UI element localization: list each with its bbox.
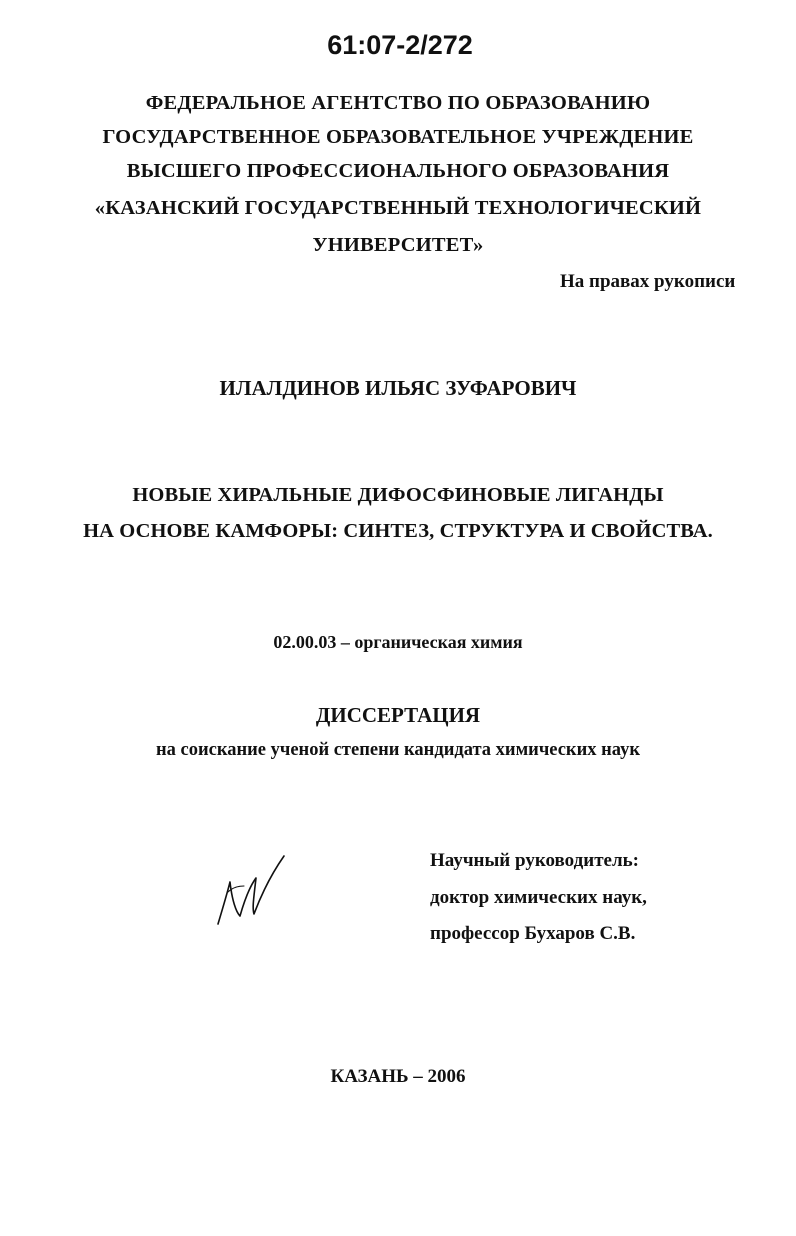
catalog-code: 61:07-2/272 xyxy=(327,30,473,60)
specialty-code: 02.00.03 – органическая химия xyxy=(273,632,523,652)
signature-icon xyxy=(210,852,290,932)
organization-line-3: ВЫСШЕГО ПРОФЕССИОНАЛЬНОГО ОБРАЗОВАНИЯ xyxy=(126,160,670,182)
organization-line-5: УНИВЕРСИТЕТ» xyxy=(312,234,484,256)
document-type: ДИССЕРТАЦИЯ xyxy=(315,703,481,727)
author-name: ИЛАЛДИНОВ ИЛЬЯС ЗУФАРОВИЧ xyxy=(219,376,577,400)
dissertation-title-line-2: НА ОСНОВЕ КАМФОРЫ: СИНТЕЗ, СТРУКТУРА И СВОЙСТВА. xyxy=(83,520,713,542)
organization-line-2: ГОСУДАРСТВЕННОЕ ОБРАЗОВАТЕЛЬНОЕ УЧРЕЖДЕНИЕ xyxy=(102,126,694,148)
supervisor-name: профессор Бухаров С.В. xyxy=(430,923,636,944)
supervisor-label: Научный руководитель: xyxy=(430,850,639,871)
degree-purpose: на соискание ученой степени кандидата химических наук xyxy=(155,740,640,760)
organization-line-4: «КАЗАНСКИЙ ГОСУДАРСТВЕННЫЙ ТЕХНОЛОГИЧЕСКИЙ xyxy=(94,197,702,219)
manuscript-rights-note: На правах рукописи xyxy=(560,271,736,292)
supervisor-degree: доктор химических наук, xyxy=(430,887,647,908)
city-year: КАЗАНЬ – 2006 xyxy=(330,1066,466,1087)
dissertation-title-line-1: НОВЫЕ ХИРАЛЬНЫЕ ДИФОСФИНОВЫЕ ЛИГАНДЫ xyxy=(132,484,664,506)
organization-line-1: ФЕДЕРАЛЬНОЕ АГЕНТСТВО ПО ОБРАЗОВАНИЮ xyxy=(145,92,651,114)
